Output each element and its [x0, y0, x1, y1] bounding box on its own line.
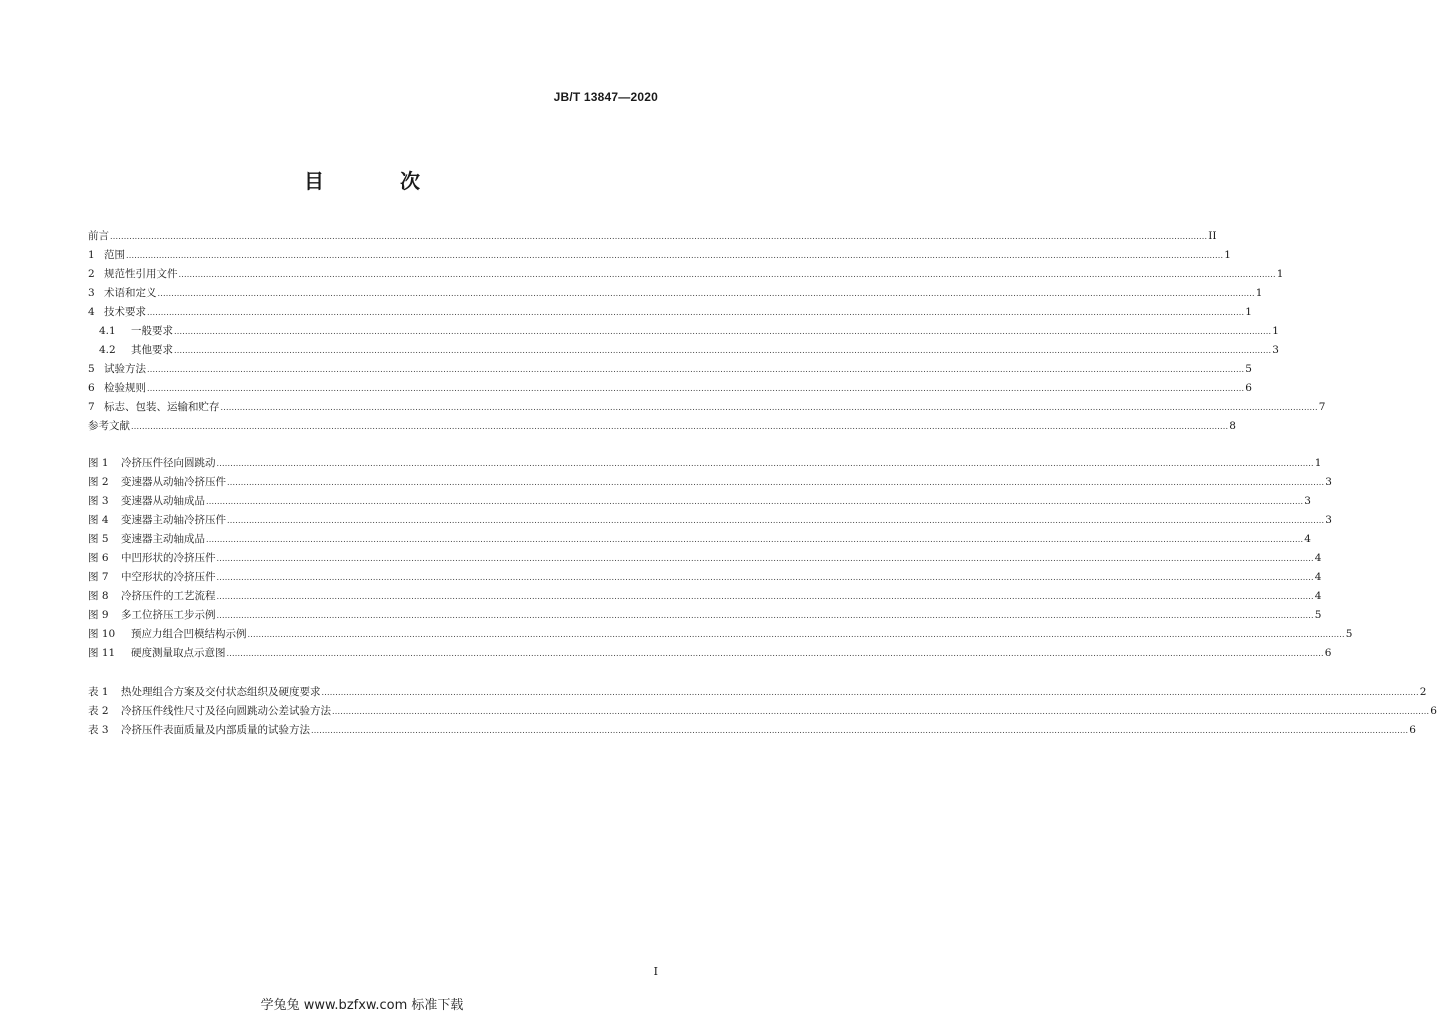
toc-entry-page: 4 — [1314, 552, 1322, 564]
toc-entry-title: 规范性引用文件 — [104, 268, 178, 280]
toc-leader-dots: ................................................................................................................................................................................................................................................................................................................................................................................................................ — [216, 459, 1314, 468]
toc-entry-page: 4 — [1304, 533, 1311, 545]
toc-entry-page: II — [1208, 230, 1217, 242]
toc-entry-page: 5 — [1314, 609, 1322, 621]
toc-entry[interactable] — [88, 323, 1279, 342]
toc-entry-page: 2 — [1419, 686, 1427, 698]
toc-entry[interactable] — [88, 380, 1252, 399]
toc-leader-dots: ................................................................................................................................................................................................................................................................................................................................................................................................................ — [226, 649, 1324, 658]
toc-entry-number: 4.1 — [99, 325, 116, 337]
toc-entry[interactable] — [88, 247, 1231, 266]
toc-entry-number: 3 — [88, 287, 95, 299]
toc-entry-number: 图 2 — [88, 476, 109, 488]
toc-entry-number: 2 — [88, 268, 95, 280]
toc-entry[interactable] — [88, 703, 1437, 722]
toc-entry-label — [88, 361, 146, 376]
toc-entry-title: 冷挤压件径向圆跳动 — [121, 457, 216, 469]
toc-entry-number: 表 2 — [88, 705, 109, 717]
toc-entry-label — [88, 512, 226, 527]
toc-entry-title: 中凹形状的冷挤压件 — [121, 552, 216, 564]
toc-leader-dots: ................................................................................................................................................................................................................................................................................................................................................................................................................ — [227, 478, 1325, 487]
toc-leader-dots: ................................................................................................................................................................................................................................................................................................................................................................................................................ — [174, 346, 1272, 355]
toc-entry-number: 图 3 — [88, 495, 109, 507]
toc-entry-page: 6 — [1409, 724, 1416, 736]
toc-entry[interactable] — [88, 531, 1311, 550]
toc-entry-title: 前言 — [88, 230, 109, 242]
toc-entry-page: 6 — [1324, 647, 1332, 659]
toc-leader-dots: ................................................................................................................................................................................................................................................................................................................................................................................................................ — [206, 497, 1304, 506]
toc-entry[interactable] — [88, 493, 1311, 512]
toc-entry-title: 多工位挤压工步示例 — [121, 609, 216, 621]
toc-entry-page: 1 — [1272, 325, 1279, 337]
toc-entry-label — [88, 380, 146, 395]
toc-entry-title: 技术要求 — [104, 306, 146, 318]
toc-entry[interactable] — [88, 626, 1353, 645]
toc-entry-page: 1 — [1245, 306, 1252, 318]
footer-watermark[interactable]: 学兔兔 www.bzfxw.com 标准下载 — [260, 998, 464, 1013]
toc-entry-title: 变速器从动轴成品 — [121, 495, 205, 507]
toc-leader-dots: ................................................................................................................................................................................................................................................................................................................................................................................................................ — [220, 403, 1318, 412]
toc-entry-label — [88, 588, 216, 603]
toc-entry-label — [88, 474, 226, 489]
toc-entry-page: 1 — [1314, 457, 1322, 469]
toc-leader-dots: ................................................................................................................................................................................................................................................................................................................................................................................................................ — [178, 270, 1276, 279]
toc-entry[interactable] — [88, 266, 1284, 285]
toc-entry-label — [88, 247, 125, 262]
toc-entry-label — [99, 323, 173, 338]
toc-leader-dots: ................................................................................................................................................................................................................................................................................................................................................................................................................ — [157, 289, 1255, 298]
toc-entry-label — [88, 531, 205, 546]
toc-entry-page: 1 — [1276, 268, 1284, 280]
toc-entry-page: 7 — [1318, 401, 1326, 413]
toc-entry-label — [88, 607, 216, 622]
toc-entry[interactable] — [88, 645, 1332, 664]
toc-entry-label — [88, 703, 331, 718]
toc-entry-number: 4.2 — [99, 344, 116, 356]
toc-entry-label — [88, 684, 321, 699]
toc-entry-number: 图 11 — [88, 647, 116, 659]
toc-entry-label — [88, 266, 178, 281]
toc-entry-number: 图 7 — [88, 571, 109, 583]
toc-entry[interactable] — [88, 361, 1252, 380]
toc-entry[interactable] — [88, 607, 1322, 626]
toc-entry-title: 预应力组合凹模结构示例 — [131, 628, 247, 640]
toc-entry[interactable] — [88, 550, 1322, 569]
toc-entry-number: 图 9 — [88, 609, 109, 621]
toc-entry-page: 6 — [1245, 382, 1252, 394]
toc-entry-page: 5 — [1245, 363, 1252, 375]
toc-sections — [88, 228, 1326, 437]
toc-entry-label — [88, 569, 216, 584]
toc-entry[interactable] — [88, 474, 1332, 493]
toc-entry-label — [88, 550, 216, 565]
toc-entry-label — [99, 342, 173, 357]
toc-entry-number: 图 6 — [88, 552, 109, 564]
toc-leader-dots: ................................................................................................................................................................................................................................................................................................................................................................................................................ — [147, 365, 1245, 374]
toc-entry-title: 其他要求 — [131, 344, 173, 356]
toc-entry-title: 一般要求 — [131, 325, 173, 337]
toc-leader-dots: ................................................................................................................................................................................................................................................................................................................................................................................................................ — [147, 384, 1245, 393]
toc-leader-dots: ................................................................................................................................................................................................................................................................................................................................................................................................................ — [247, 630, 1345, 639]
toc-entry-label — [88, 399, 220, 414]
toc-entry[interactable] — [88, 399, 1326, 418]
toc-entry[interactable] — [88, 455, 1322, 474]
toc-leader-dots: ................................................................................................................................................................................................................................................................................................................................................................................................................ — [110, 232, 1208, 241]
toc-entry-number: 图 5 — [88, 533, 109, 545]
toc-entry-page: 3 — [1304, 495, 1311, 507]
toc-entry[interactable] — [88, 285, 1263, 304]
toc-leader-dots: ................................................................................................................................................................................................................................................................................................................................................................................................................ — [147, 308, 1245, 317]
toc-entry-title: 变速器主动轴成品 — [121, 533, 205, 545]
toc-entry-label — [88, 418, 130, 433]
toc-entry-title: 术语和定义 — [104, 287, 157, 299]
toc-entry-page: 3 — [1325, 476, 1332, 488]
toc-entry-title: 冷挤压件表面质量及内部质量的试验方法 — [121, 724, 310, 736]
toc-entry-title: 硬度测量取点示意图 — [131, 647, 226, 659]
toc-entry-title: 检验规则 — [104, 382, 146, 394]
toc-leader-dots: ................................................................................................................................................................................................................................................................................................................................................................................................................ — [311, 726, 1409, 735]
toc-entry[interactable] — [88, 684, 1427, 703]
toc-entry-label — [88, 455, 216, 470]
toc-entry-label — [88, 228, 109, 243]
toc-entry-label — [88, 645, 226, 660]
toc-entry-page: 3 — [1272, 344, 1279, 356]
page-number: I — [653, 965, 658, 978]
toc-entry-title: 变速器从动轴冷挤压件 — [121, 476, 226, 488]
toc-entry-number: 表 3 — [88, 724, 109, 736]
toc-entry-title: 范围 — [104, 249, 125, 261]
toc-figures — [88, 455, 1353, 664]
toc-leader-dots: ................................................................................................................................................................................................................................................................................................................................................................................................................ — [174, 327, 1272, 336]
toc-entry-label — [88, 304, 146, 319]
toc-entry-page: 4 — [1314, 571, 1322, 583]
toc-entry-label — [88, 493, 205, 508]
toc-entry-title: 变速器主动轴冷挤压件 — [121, 514, 226, 526]
toc-leader-dots: ................................................................................................................................................................................................................................................................................................................................................................................................................ — [321, 688, 1419, 697]
toc-entry-page: 4 — [1314, 590, 1322, 602]
toc-leader-dots: ................................................................................................................................................................................................................................................................................................................................................................................................................ — [216, 592, 1314, 601]
toc-leader-dots: ................................................................................................................................................................................................................................................................................................................................................................................................................ — [126, 251, 1224, 260]
toc-entry-label — [88, 626, 247, 641]
toc-entry-number: 6 — [88, 382, 95, 394]
toc-leader-dots: ................................................................................................................................................................................................................................................................................................................................................................................................................ — [206, 535, 1304, 544]
toc-entry-title: 冷挤压件线性尺寸及径向圆跳动公差试验方法 — [121, 705, 331, 717]
toc-entry-page: 3 — [1325, 514, 1332, 526]
toc-entry-page: 5 — [1345, 628, 1353, 640]
toc-entry[interactable] — [88, 588, 1322, 607]
toc-leader-dots: ................................................................................................................................................................................................................................................................................................................................................................................................................ — [332, 707, 1430, 716]
toc-entry-page: 1 — [1224, 249, 1231, 261]
toc-entry-number: 1 — [88, 249, 95, 261]
page-title: 目 次 — [304, 169, 448, 193]
toc-leader-dots: ................................................................................................................................................................................................................................................................................................................................................................................................................ — [216, 554, 1314, 563]
toc-entry-number: 表 1 — [88, 686, 109, 698]
toc-entry-number: 图 1 — [88, 457, 109, 469]
toc-entry-number: 5 — [88, 363, 95, 375]
toc-leader-dots: ................................................................................................................................................................................................................................................................................................................................................................................................................ — [216, 611, 1314, 620]
toc-entry-label — [88, 722, 310, 737]
toc-entry-number: 4 — [88, 306, 95, 318]
toc-entry[interactable] — [88, 418, 1236, 437]
toc-entry[interactable] — [88, 569, 1322, 588]
toc-leader-dots: ................................................................................................................................................................................................................................................................................................................................................................................................................ — [131, 422, 1229, 431]
toc-leader-dots: ................................................................................................................................................................................................................................................................................................................................................................................................................ — [227, 516, 1325, 525]
toc-entry[interactable] — [88, 512, 1332, 531]
toc-entry-page: 6 — [1430, 705, 1437, 717]
standard-code: JB/T 13847—2020 — [553, 90, 658, 104]
toc-entry-number: 7 — [88, 401, 95, 413]
toc-entry-title: 参考文献 — [88, 420, 130, 432]
toc-entry-title: 热处理组合方案及交付状态组织及硬度要求 — [121, 686, 321, 698]
toc-entry-title: 中空形状的冷挤压件 — [121, 571, 216, 583]
toc-entry-title: 标志、包装、运输和贮存 — [104, 401, 220, 413]
toc-entry-page: 8 — [1229, 420, 1236, 432]
toc-entry-number: 图 8 — [88, 590, 109, 602]
toc-entry-number: 图 4 — [88, 514, 109, 526]
toc-entry[interactable] — [88, 228, 1217, 247]
toc-entry-title: 冷挤压件的工艺流程 — [121, 590, 216, 602]
toc-entry-page: 1 — [1255, 287, 1263, 299]
toc-leader-dots: ................................................................................................................................................................................................................................................................................................................................................................................................................ — [216, 573, 1314, 582]
toc-entry-label — [88, 285, 157, 300]
toc-tables — [88, 684, 1437, 741]
toc-entry[interactable] — [88, 304, 1252, 323]
toc-entry[interactable] — [88, 722, 1416, 741]
toc-entry-title: 试验方法 — [104, 363, 146, 375]
toc-entry-number: 图 10 — [88, 628, 116, 640]
toc-entry[interactable] — [88, 342, 1279, 361]
